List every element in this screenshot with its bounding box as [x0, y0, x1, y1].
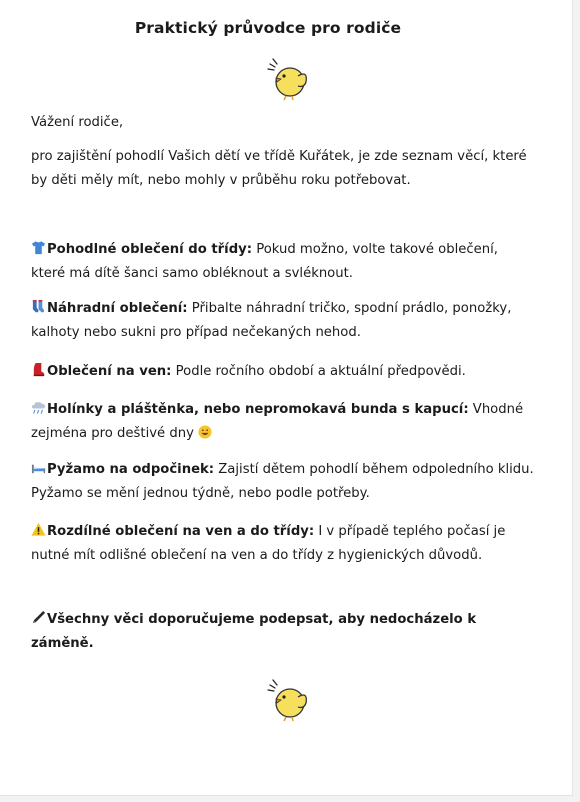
item-label: Pohodlné oblečení do třídy:: [47, 242, 253, 257]
greeting: Vážení rodiče,: [31, 115, 124, 130]
rain-cloud-icon: [31, 400, 46, 415]
final-note: [31, 608, 536, 656]
list-item: [31, 297, 536, 345]
chick-icon: [264, 675, 316, 723]
page-edge-right: [573, 0, 580, 802]
item-label: Náhradní oblečení:: [47, 301, 188, 316]
item-text: Pokud možno, volte takové oblečení, které má dítě šanci samo obléknout a svléknout.: [31, 242, 498, 281]
chick-icon: [264, 54, 316, 102]
list-item: [31, 458, 536, 506]
item-text: Vhodné zejména pro deštivé dny: [31, 402, 524, 441]
list-item: [31, 398, 536, 446]
item-text: Podle ročního období a aktuální předpovědi.: [171, 364, 466, 379]
tshirt-icon: [31, 240, 46, 255]
warning-icon: [31, 522, 46, 537]
item-label: Holínky a pláštěnka, nebo nepromokavá bunda s kapucí:: [47, 402, 469, 417]
item-text: Přibalte náhradní tričko, spodní prádlo, ponožky, kalhoty nebo sukni pro případ nečekaných nehod.: [31, 301, 512, 340]
list-item: [31, 360, 536, 384]
item-text: I v případě teplého počasí je nutné mít odlišné oblečení na ven a do třídy z hygienických důvodů.: [31, 524, 506, 563]
smiley-icon: [198, 425, 212, 439]
item-label: Pyžamo na odpočinek:: [47, 462, 215, 477]
intro-paragraph: pro zajištění pohodlí Vašich dětí ve třídě Kuřátek, je zde seznam věcí, které by děti měly mít, nebo mohly v průběhu roku potřebovat.: [31, 149, 527, 188]
page-edge-bottom: [0, 796, 580, 802]
bed-icon: [31, 460, 46, 475]
pen-icon: [31, 610, 46, 625]
document-title: Praktický průvodce pro rodiče: [134, 19, 402, 37]
item-label: Rozdílné oblečení na ven a do třídy:: [47, 524, 315, 539]
socks-icon: [31, 299, 46, 314]
item-text: Zajistí dětem pohodlí během odpoledního klidu. Pyžamo se mění jednou týdně, nebo podle potřeby.: [31, 462, 534, 501]
list-item: [31, 238, 536, 286]
item-label: Oblečení na ven:: [47, 364, 172, 379]
final-text: Všechny věci doporučujeme podepsat, aby nedocházelo k záměně.: [31, 612, 477, 651]
boot-icon: [31, 362, 46, 377]
list-item: [31, 520, 536, 568]
